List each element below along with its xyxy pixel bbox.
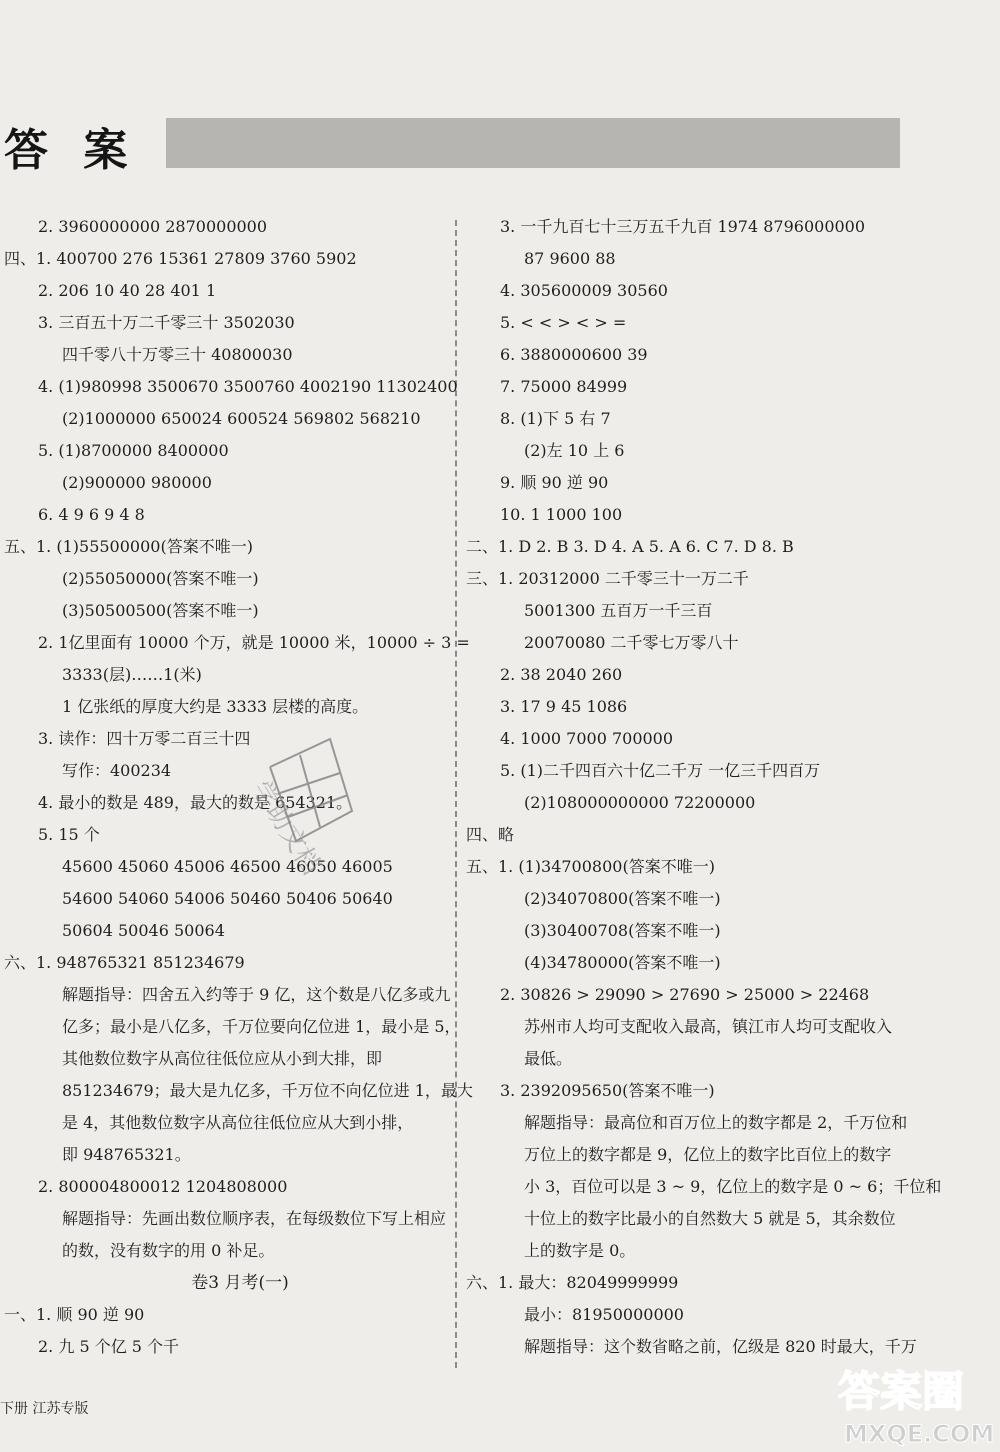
right-answer-line: 5. < < > < > = [500,313,627,332]
left-answer-line: 3. 三百五十万二千零三十 3502030 [38,313,295,332]
right-answer-line: 解题指导：最高位和百万位上的数字都是 2，千万位和 [524,1113,908,1132]
left-answer-line: 851234679；最大是九亿多，千万位不向亿位进 1，最大 [62,1081,473,1100]
title-bar [166,118,900,168]
left-answer-line: 是 4，其他数位数字从高位往低位应从大到小排， [62,1113,414,1132]
right-answer-line: (4)34780000(答案不唯一) [524,953,721,972]
left-answer-line: 写作：400234 [62,761,172,780]
left-answer-line: 四、1. 400700 276 15361 27809 3760 5902 [4,249,357,268]
right-answer-line: 上的数字是 0。 [524,1241,636,1260]
left-answer-line: 一、1. 顺 90 逆 90 [4,1305,145,1324]
left-answer-line: 五、1. (1)55500000(答案不唯一) [4,537,253,556]
right-answer-line: 10. 1 1000 100 [500,505,623,524]
left-answer-line: 的数，没有数字的用 0 补足。 [62,1241,275,1260]
right-answer-line: 2. 30826 > 29090 > 27690 > 25000 > 22468 [500,985,870,1004]
right-answer-line: 二、1. D 2. B 3. D 4. A 5. A 6. C 7. D 8. B [466,537,794,556]
left-answer-line: 2. 3960000000 2870000000 [38,217,268,236]
watermark-logo [828,1354,1000,1452]
faded-stamp [180,735,380,915]
right-answer-line: 小 3，百位可以是 3 ~ 9，亿位上的数字是 0 ~ 6；千位和 [524,1177,942,1196]
edition-footer: 下册 江苏专版 [0,1401,89,1417]
right-answer-line: 7. 75000 84999 [500,377,628,396]
stamp-text: 学助文档 [245,775,327,881]
right-answer-line: 4. 305600009 30560 [500,281,668,300]
right-answer-line: 最小：81950000000 [524,1305,684,1324]
left-answer-line: 2. 800004800012 1204808000 [38,1177,288,1196]
left-answer-line: 1 亿张纸的厚度大约是 3333 层楼的高度。 [62,697,369,716]
right-answer-line: (2)34070800(答案不唯一) [524,889,721,908]
left-answer-line: 5. (1)8700000 8400000 [38,441,229,460]
right-answer-line: 万位上的数字都是 9，亿位上的数字比百位上的数字 [524,1145,892,1164]
left-answer-line: 45600 45060 45006 46500 46050 46005 [62,857,393,876]
left-answer-line: 亿多；最小是八亿多，千万位要向亿位进 1，最小是 5， [62,1017,461,1036]
right-answer-line: 5. (1)二千四百六十亿二千万 一亿三千四百万 [500,761,821,780]
left-answer-line: (2)1000000 650024 600524 569802 568210 [62,409,421,428]
watermark-main: 答案圈 [838,1367,965,1416]
right-answer-line: 三、1. 20312000 二千零三十一万二千 [466,569,749,588]
section-title-monthly-test: 卷3 月考(一) [191,1273,289,1293]
left-answer-line: 4. 最小的数是 489，最大的数是 654321。 [38,793,353,812]
left-answer-line: (2)900000 980000 [62,473,212,492]
answers-title: 答 案 [4,125,138,176]
right-answer-line: 9. 顺 90 逆 90 [500,473,609,492]
right-answer-line: 六、1. 最大：82049999999 [466,1273,679,1292]
right-answer-line: (3)30400708(答案不唯一) [524,921,721,940]
left-answer-line: (3)50500500(答案不唯一) [62,601,259,620]
right-answer-line: 3. 一千九百七十三万五千九百 1974 8796000000 [500,217,866,236]
left-answer-line: 2. 1亿里面有 10000 个万，就是 10000 米，10000 ÷ 3 = [38,633,470,652]
left-answer-line: 5. 15 个 [38,825,100,844]
right-answer-line: 五、1. (1)34700800(答案不唯一) [466,857,715,876]
right-answer-line: (2)左 10 上 6 [524,441,625,460]
left-answer-line: 解题指导：先画出数位顺序表，在每级数位下写上相应 [62,1209,447,1228]
right-answer-line: 8. (1)下 5 右 7 [500,409,611,428]
right-answer-line: 苏州市人均可支配收入最高，镇江市人均可支配收入 [524,1017,893,1036]
left-answer-line: 四千零八十万零三十 40800030 [62,345,293,364]
left-answer-line: 50604 50046 50064 [62,921,225,940]
left-answer-line: 即 948765321。 [62,1145,191,1164]
right-answer-line: 3. 2392095650(答案不唯一) [500,1081,715,1100]
right-answer-line: 2. 38 2040 260 [500,665,623,684]
right-answer-line: 5001300 五百万一千三百 [524,601,713,620]
left-answer-line: 3. 读作：四十万零二百三十四 [38,729,251,748]
left-answer-line: 解题指导：四舍五入约等于 9 亿，这个数是八亿多或九 [62,985,451,1004]
right-answer-line: 解题指导：这个数省略之前，亿级是 820 时最大，千万 [524,1337,917,1356]
watermark-sub: MXQE.COM [844,1420,995,1448]
right-answer-line: 四、略 [466,825,515,844]
right-answer-line: 3. 17 9 45 1086 [500,697,628,716]
right-answer-line: 十位上的数字比最小的自然数大 5 就是 5，其余数位 [524,1209,896,1228]
right-answer-line: 6. 3880000600 39 [500,345,648,364]
left-answer-line: 其他数位数字从高位往低位应从小到大排，即 [62,1049,383,1068]
left-answer-line: 2. 206 10 40 28 401 1 [38,281,217,300]
right-answer-line: 最低。 [524,1049,573,1068]
left-answer-line: 4. (1)980998 3500670 3500760 4002190 11302400 [38,377,458,396]
right-answer-line: (2)108000000000 72200000 [524,793,756,812]
left-answer-line: 6. 4 9 6 9 4 8 [38,505,145,524]
right-answer-line: 20070080 二千零七万零八十 [524,633,739,652]
right-answer-line: 4. 1000 7000 700000 [500,729,674,748]
right-answer-line: 87 9600 88 [524,249,616,268]
left-answer-line: 2. 九 5 个亿 5 个千 [38,1337,180,1356]
left-answer-line: 六、1. 948765321 851234679 [4,953,245,972]
left-answer-line: 54600 54060 54006 50460 50406 50640 [62,889,393,908]
left-answer-line: (2)55050000(答案不唯一) [62,569,259,588]
left-answer-line: 3333(层)……1(米) [62,665,202,684]
